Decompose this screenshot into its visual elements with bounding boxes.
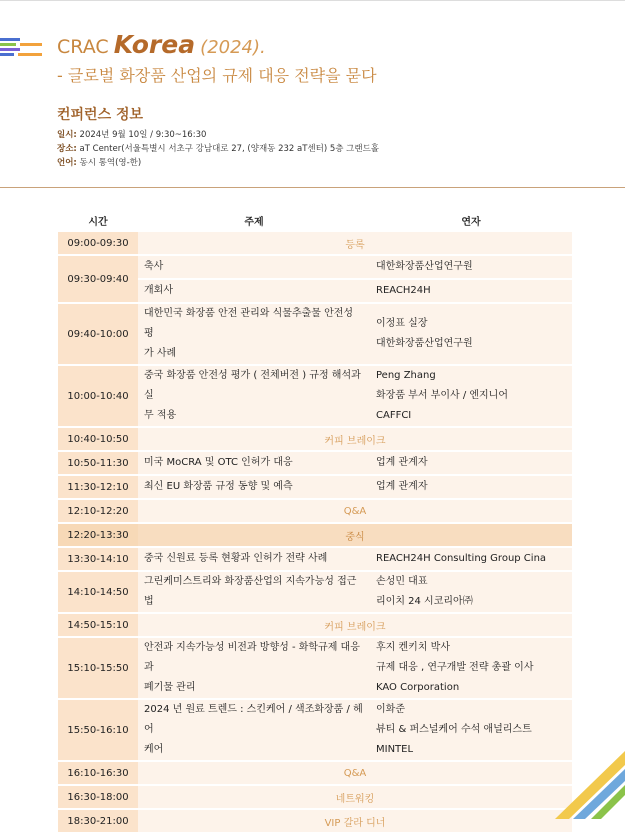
time-cell: 11:30-12:10	[58, 476, 138, 498]
speaker-line: 이정표 실장	[376, 318, 428, 329]
topic-cell	[138, 366, 370, 426]
speaker-line: 이화준	[376, 704, 405, 715]
speaker-cell	[370, 572, 572, 612]
time-cell: 10:40-10:50	[58, 428, 138, 450]
topic-cell	[138, 280, 370, 302]
time-cell: 10:50-11:30	[58, 452, 138, 474]
speaker-cell	[370, 548, 572, 570]
speaker-line: 대한화장품산업연구원	[376, 338, 473, 349]
speaker-line: 후지 켄키치 박사	[376, 642, 450, 653]
title-korea: Korea	[113, 30, 196, 59]
schedule-row	[58, 700, 572, 760]
schedule-row	[58, 476, 572, 498]
speaker-line: KAO Corporation	[376, 682, 460, 693]
speaker-cell	[370, 304, 572, 364]
speaker-line: CAFFCI	[376, 410, 412, 421]
time-cell: 16:10-16:30	[58, 762, 138, 784]
schedule-break-row	[58, 524, 572, 546]
topic-cell	[138, 476, 370, 498]
speaker-cell	[370, 476, 572, 498]
topic-line: 대한민국 화장품 안전 관리와 식물추출물 안전성 평	[144, 308, 354, 339]
topic-line: 중국 신원료 등록 현황과 인허가 전략 사례	[144, 553, 328, 564]
speaker-cell	[370, 280, 572, 302]
schedule-break-row	[58, 232, 572, 254]
speaker-cell	[370, 452, 572, 474]
schedule-row	[58, 572, 572, 612]
topic-cell	[138, 638, 370, 698]
speaker-line: 화장품 부서 부이사 / 엔지니어	[376, 390, 509, 401]
topic-cell	[138, 452, 370, 474]
divider	[0, 187, 625, 188]
topic-line: 폐기물 관리	[144, 682, 196, 693]
schedule-break-row	[58, 810, 572, 832]
topic-line: 안전과 지속가능성 비전과 방향성 - 화학규제 대응과	[144, 642, 360, 673]
speaker-line: REACH24H Consulting Group Cina	[376, 553, 547, 564]
topic-line: 개회사	[144, 285, 173, 296]
speaker-cell	[370, 256, 572, 278]
break-label: Q&A	[138, 762, 572, 784]
schedule-row	[58, 638, 572, 698]
title-year: (2024).	[200, 37, 266, 58]
schedule-break-row	[58, 762, 572, 784]
info-date: 일시: 2024년 9월 10일 / 9:30~16:30	[57, 130, 207, 140]
speaker-line: 대한화장품산업연구원	[376, 261, 473, 272]
time-cell: 12:20-13:30	[58, 524, 138, 546]
time-cell: 15:10-15:50	[58, 638, 138, 698]
time-cell: 09:00-09:30	[58, 232, 138, 254]
schedule-header-row	[58, 210, 572, 230]
page-title	[57, 30, 266, 59]
schedule-row	[58, 304, 572, 364]
break-label: 커피 브레이크	[138, 428, 572, 450]
schedule-break-row	[58, 428, 572, 450]
topic-cell	[138, 700, 370, 760]
info-place: 장소: aT Center(서울특별시 서초구 강남대로 27, (양재동 232 aT센터) 5층 그랜드홀	[57, 144, 379, 154]
topic-cell	[138, 572, 370, 612]
break-label: 커피 브레이크	[138, 614, 572, 636]
speaker-line: 업계 관계자	[376, 481, 428, 492]
speaker-line: 업계 관계자	[376, 457, 428, 468]
time-cell: 18:30-21:00	[58, 810, 138, 832]
top-border	[0, 0, 625, 1]
conference-info	[57, 128, 379, 170]
schedule-row	[58, 548, 572, 570]
time-cell: 13:30-14:10	[58, 548, 138, 570]
topic-line: 케어	[144, 744, 164, 755]
title-crac: CRAC	[57, 36, 109, 58]
speaker-cell	[370, 638, 572, 698]
time-cell: 14:50-15:10	[58, 614, 138, 636]
section-title: 컨퍼런스 정보	[57, 107, 144, 123]
time-cell: 15:50-16:10	[58, 700, 138, 760]
time-cell: 16:30-18:00	[58, 786, 138, 808]
speaker-cell	[370, 366, 572, 426]
time-cell: 14:10-14:50	[58, 572, 138, 612]
info-language: 언어: 동시 통역(영-한)	[57, 158, 142, 168]
schedule-body	[58, 232, 572, 832]
speaker-cell	[370, 700, 572, 760]
header-time: 시간	[88, 216, 108, 228]
schedule-break-row	[58, 500, 572, 522]
break-label: 네트워킹	[138, 786, 572, 808]
speaker-line: REACH24H	[376, 285, 431, 296]
topic-cell	[138, 548, 370, 570]
topic-line: 가 사례	[144, 348, 177, 359]
schedule-break-row	[58, 786, 572, 808]
schedule-row	[58, 366, 572, 426]
speaker-line: 손성민 대표	[376, 576, 428, 587]
time-cell: 09:30-09:40	[58, 256, 138, 302]
break-label: 중식	[138, 524, 572, 546]
speaker-line: Peng Zhang	[376, 370, 436, 381]
topic-line: 중국 화장품 안전성 평가 ( 전체버전 ) 규정 해석과 실	[144, 370, 361, 401]
topic-line: 무 적용	[144, 410, 177, 421]
schedule-table	[58, 208, 572, 834]
break-label: 등록	[138, 232, 572, 254]
speaker-line: 리이치 24 시코리아㈜	[376, 596, 473, 607]
schedule-row	[58, 256, 572, 278]
topic-line: 미국 MoCRA 및 OTC 인허가 대응	[144, 457, 293, 468]
topic-cell	[138, 256, 370, 278]
page-subtitle: - 글로벌 화장품 산업의 규제 대응 전략을 묻다	[57, 66, 377, 85]
time-cell: 09:40-10:00	[58, 304, 138, 364]
speaker-line: 규제 대응 , 연구개발 전략 총괄 이사	[376, 662, 534, 673]
header-speaker: 연자	[461, 216, 481, 228]
speaker-line: MINTEL	[376, 744, 414, 755]
schedule-break-row	[58, 614, 572, 636]
time-cell: 10:00-10:40	[58, 366, 138, 426]
schedule-row	[58, 452, 572, 474]
break-label: Q&A	[138, 500, 572, 522]
header-topic: 주제	[244, 216, 264, 228]
topic-cell	[138, 304, 370, 364]
topic-line: 최신 EU 화장품 규정 동향 및 예측	[144, 481, 293, 492]
speaker-line: 뷰티 & 퍼스널케어 수석 애널리스트	[376, 724, 532, 735]
corner-stripes-icon	[555, 751, 625, 819]
topic-line: 축사	[144, 261, 164, 272]
topic-line: 그린케미스트리와 화장품산업의 지속가능성 접근법	[144, 576, 357, 607]
break-label: VIP 갈라 디너	[138, 810, 572, 832]
time-cell: 12:10-12:20	[58, 500, 138, 522]
topic-line: 2024 년 원료 트렌드 : 스킨케어 / 색조화장품 / 헤어	[144, 704, 363, 735]
